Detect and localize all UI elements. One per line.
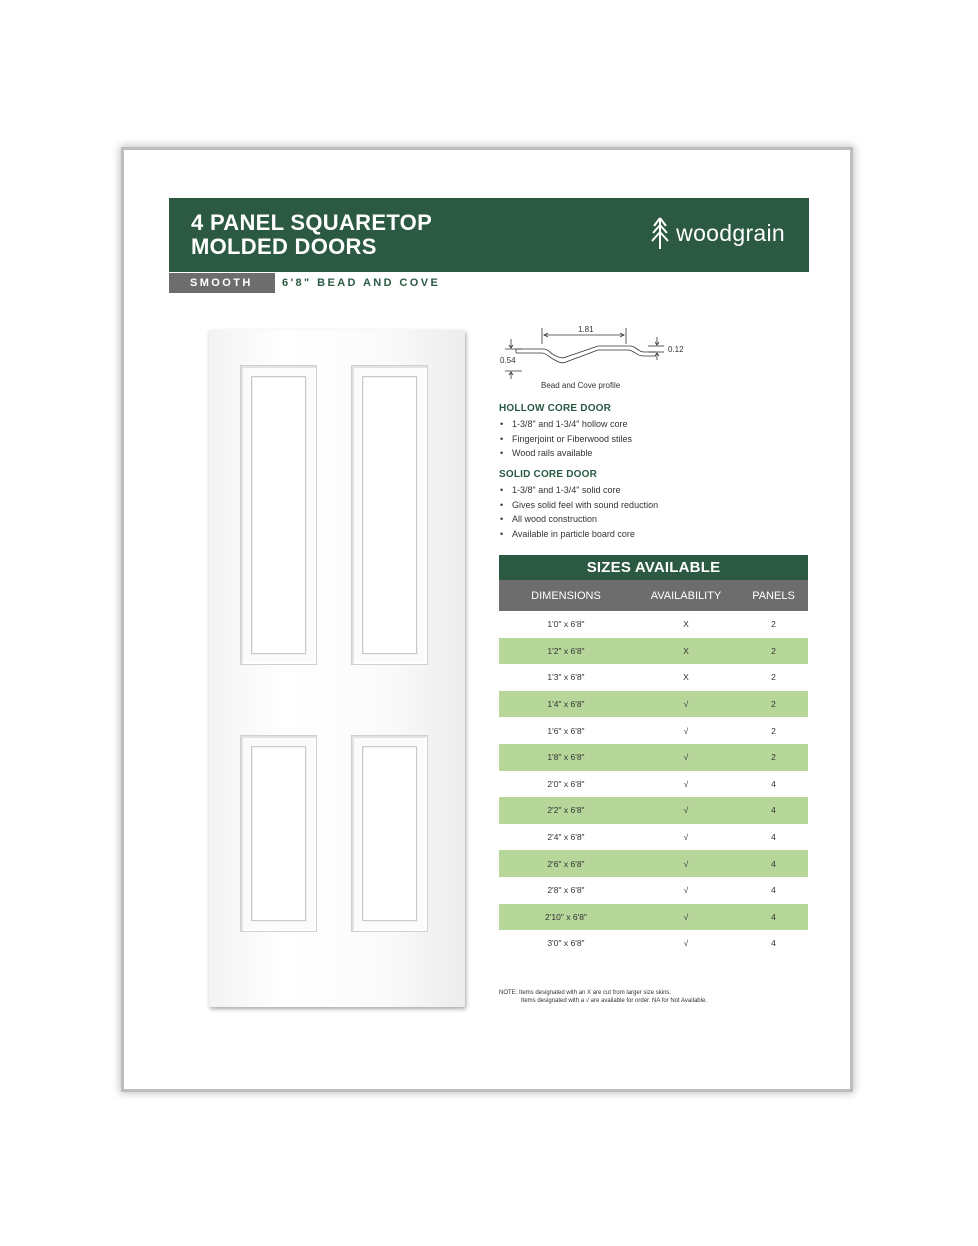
list-item: • Fingerjoint or Fiberwood stiles: [499, 432, 632, 447]
profile-width-label: 1.81: [578, 325, 594, 334]
table-row: 2'2" x 6'8" √ 4: [499, 797, 808, 824]
table-row: 1'8" x 6'8" √ 2: [499, 744, 808, 771]
table-row: 2'6" x 6'8" √ 4: [499, 850, 808, 877]
footnote-line-1: NOTE: Items designated with an X are cut from larger size skins.: [499, 990, 672, 996]
sizes-table: [499, 555, 808, 957]
footnote-line-2: Items designated with a √ are available for order. NA for Not Available.: [521, 997, 707, 1004]
table-row: 2'0" x 6'8" √ 4: [547, 778, 776, 789]
profile-caption: Bead and Cove profile: [541, 381, 621, 390]
brand-name: woodgrain: [676, 219, 785, 246]
solid-core-section: [499, 469, 658, 541]
finish-label: SMOOTH: [169, 273, 275, 293]
door-panel-top-left: [240, 365, 317, 665]
hollow-core-section: [499, 403, 632, 461]
list-item: • Gives solid feel with sound reduction: [499, 498, 658, 513]
footnote: [499, 990, 707, 1005]
table-row: 2'10" x 6'8" √ 4: [499, 904, 808, 931]
page-title: [191, 211, 432, 259]
table-row: 2'4" x 6'8" √ 4: [547, 832, 776, 843]
column-header-panels: PANELS: [752, 589, 795, 602]
list-item: • Wood rails available: [499, 446, 632, 461]
table-header: [499, 580, 808, 611]
title-line-1: 4 PANEL SQUARETOP: [191, 210, 433, 235]
list-item: • 1-3/8" and 1-3/4" hollow core: [499, 417, 632, 432]
door-panel-top-right: [351, 365, 428, 665]
table-row: 1'3" x 6'8" X 2: [547, 672, 776, 683]
door-panel-bottom-right: [351, 735, 428, 932]
four-panel-door-image: [209, 330, 465, 1007]
table-row: 1'4" x 6'8" √ 2: [499, 691, 808, 718]
profile-spec-label: 6'8" BEAD AND COVE: [282, 277, 441, 289]
table-row: 1'0" x 6'8" X 2: [547, 619, 776, 630]
finish-spec-bar: [169, 273, 440, 293]
list-item: • All wood construction: [499, 512, 658, 527]
profile-depth-label: 0.12: [668, 345, 684, 354]
table-row: 3'0" x 6'8" √ 4: [547, 938, 776, 949]
title-banner: [169, 198, 809, 272]
woodgrain-logo: [650, 216, 785, 250]
hollow-core-heading: HOLLOW CORE DOOR: [499, 403, 612, 414]
column-header-availability: AVAILABILITY: [650, 589, 722, 602]
door-panel-bottom-left: [240, 735, 317, 932]
tree-logo-icon: [650, 216, 670, 250]
table-row: 1'6" x 6'8" √ 2: [547, 725, 776, 736]
table-row: 2'8" x 6'8" √ 4: [547, 885, 776, 896]
profile-height-label: 0.54: [500, 356, 516, 365]
column-header-dimensions: DIMENSIONS: [531, 589, 601, 602]
list-item: • 1-3/8" and 1-3/4" solid core: [499, 483, 658, 498]
solid-core-heading: SOLID CORE DOOR: [499, 469, 598, 480]
sizes-heading: SIZES AVAILABLE: [499, 555, 808, 580]
title-line-2: MOLDED DOORS: [191, 234, 377, 259]
table-row: 1'2" x 6'8" X 2: [499, 638, 808, 665]
list-item: • Available in particle board core: [499, 527, 658, 542]
